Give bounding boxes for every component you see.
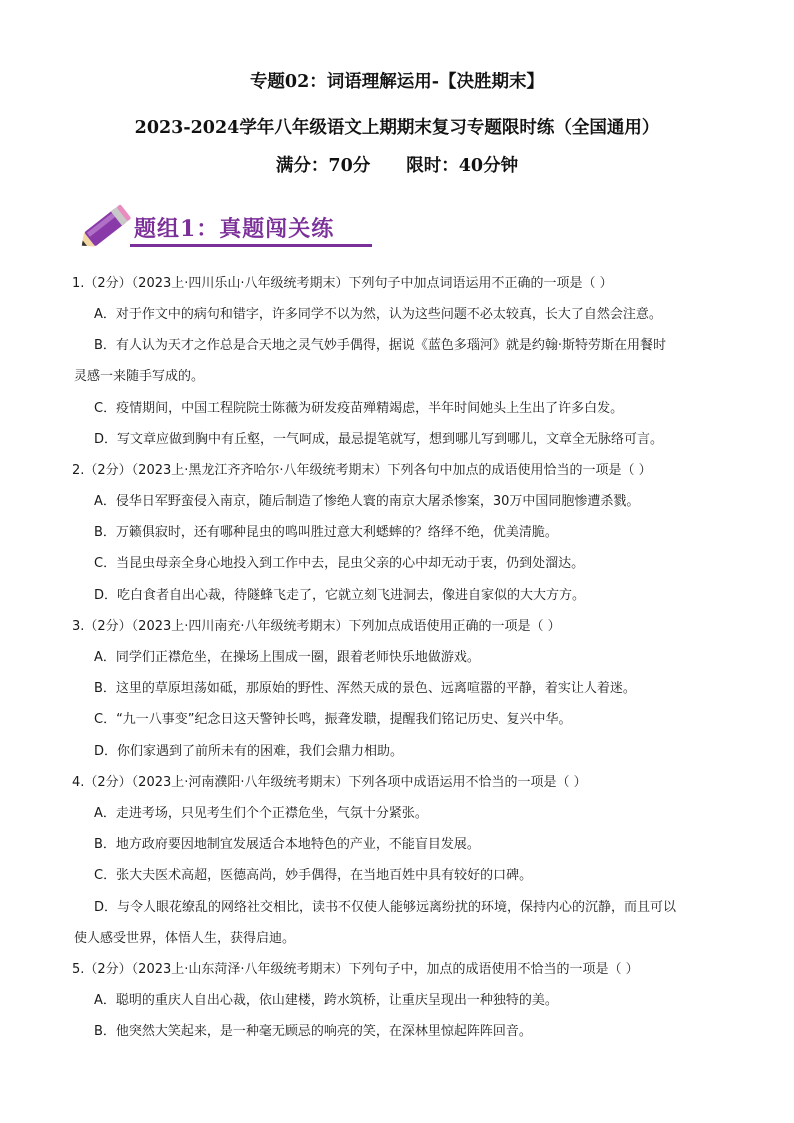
section-banner xyxy=(74,196,374,260)
section-banner-label: 题组1：真题闯关练 xyxy=(134,216,335,242)
option: B．这里的草原坦荡如砥，那原始的野性、浑然天成的景色、远离喧嚣的平静，着实让人着迷。 xyxy=(94,681,636,696)
option: A．对于作文中的病句和错字，许多同学不以为然，认为这些问题不必太较真，长大了自然会注意。 xyxy=(94,307,662,322)
option: B．有人认为天才之作总是合天地之灵气妙手偶得，据说《蓝色多瑙河》就是约翰·斯特劳斯在用餐时 xyxy=(94,338,667,353)
full-score: 满分：70分 xyxy=(275,156,371,176)
question-stem: 2.（2分）（2023上·黑龙江齐齐哈尔·八年级统考期末）下列各句中加点的成语使用恰当的一项是（ ） xyxy=(72,463,652,478)
option: C．当昆虫母亲全身心地投入到工作中去，昆虫父亲的心中却无动于衷，仍到处溜达。 xyxy=(94,556,585,571)
option-continuation: 使人感受世界，体悟人生，获得启迪。 xyxy=(74,931,296,946)
pencil-icon xyxy=(74,196,138,260)
option: C．“九一八事变”纪念日这天警钟长鸣，振聋发聩，提醒我们铭记历史、复兴中华。 xyxy=(94,712,572,727)
question-stem: 3.（2分）（2023上·四川南充·八年级统考期末）下列加点成语使用正确的一项是（ ） xyxy=(72,619,561,634)
option: B．地方政府要因地制宜发展适合本地特色的产业，不能盲目发展。 xyxy=(94,837,480,852)
option: D．写文章应做到胸中有丘壑，一气呵成，最忌提笔就写，想到哪儿写到哪儿，文章全无脉络可言。 xyxy=(94,432,664,447)
option: A．侵华日军野蛮侵入南京，随后制造了惨绝人寰的南京大屠杀惨案，30万中国同胞惨遭杀戮。 xyxy=(94,494,640,509)
option-continuation: 灵感一来随手写成的。 xyxy=(74,369,205,384)
question-stem: 4.（2分）（2023上·河南濮阳·八年级统考期末）下列各项中成语运用不恰当的一项是（ ） xyxy=(72,775,587,790)
question-stem: 5.（2分）（2023上·山东菏泽·八年级统考期末）下列句子中，加点的成语使用不恰当的一项是（ ） xyxy=(72,962,639,977)
option: C．疫情期间，中国工程院院士陈薇为研发疫苗殚精竭虑，半年时间她头上生出了许多白发。 xyxy=(94,401,624,416)
option: A．同学们正襟危坐，在操场上围成一圈，跟着老师快乐地做游戏。 xyxy=(94,650,480,665)
score-time-line xyxy=(0,152,794,177)
option: D．你们家遇到了前所未有的困难，我们会鼎力相助。 xyxy=(94,744,404,759)
time-limit: 限时：40分钟 xyxy=(406,156,519,176)
option: A．聪明的重庆人自出心裁，依山建楼，跨水筑桥，让重庆呈现出一种独特的美。 xyxy=(94,993,558,1008)
option: A．走进考场，只见考生们个个正襟危坐，气氛十分紧张。 xyxy=(94,806,428,821)
option: D．吃白食者自出心裁，待隧蜂飞走了，它就立刻飞进洞去，像进自家似的大大方方。 xyxy=(94,588,586,603)
document-subtitle: 2023-2024学年八年级语文上期期末复习专题限时练（全国通用） xyxy=(134,118,660,138)
question-stem: 1.（2分）（2023上·四川乐山·八年级统考期末）下列句子中加点词语运用不正确的一项是（ ） xyxy=(72,276,613,291)
option: D．与令人眼花缭乱的网络社交相比，读书不仅使人能够远离纷扰的环境，保持内心的沉静，而且可以 xyxy=(94,900,677,915)
option: C．张大夫医术高超，医德高尚，妙手偶得，在当地百姓中具有较好的口碑。 xyxy=(94,868,533,883)
document-title: 专题02：词语理解运用-【决胜期末】 xyxy=(249,72,545,92)
option: B．万籁俱寂时，还有哪种昆虫的鸣叫胜过意大利蟋蟀的？络绎不绝，优美清脆。 xyxy=(94,525,558,540)
banner-underline xyxy=(130,244,372,247)
option: B．他突然大笑起来，是一种毫无顾忌的响亮的笑，在深林里惊起阵阵回音。 xyxy=(94,1024,532,1039)
